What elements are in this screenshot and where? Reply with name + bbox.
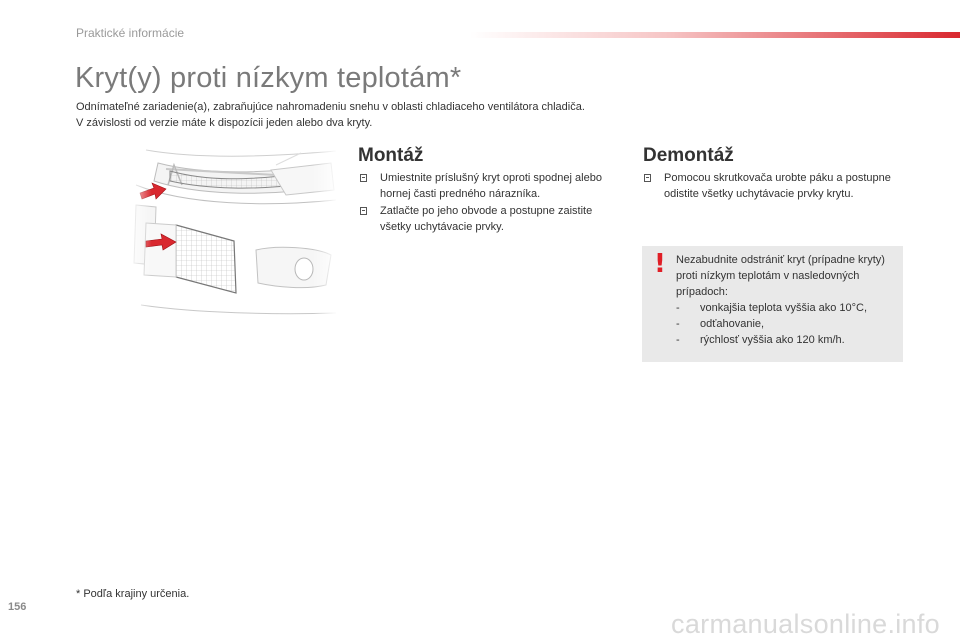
footnote: * Podľa krajiny určenia. xyxy=(76,588,190,600)
bullet-icon xyxy=(644,174,651,182)
intro-line-1: Odnímateľné zariadenie(a), zabraňujúce nahromadeniu snehu v oblasti chladiaceho ventilátora chladiča. xyxy=(76,101,585,113)
watermark: carmanualsonline.info xyxy=(671,609,940,639)
page-number: 156 xyxy=(8,601,27,613)
montaz-heading: Montáž xyxy=(358,145,424,166)
warning-box xyxy=(642,246,903,362)
header-accent-bar xyxy=(470,32,960,38)
page-title: Kryt(y) proti nízkym teplotám* xyxy=(75,62,462,94)
front-bumper-illustration xyxy=(126,145,338,322)
warning-text xyxy=(676,252,896,348)
montaz-step-2 xyxy=(360,204,605,235)
warning-item: - rýchlosť vyššia ako 120 km/h. xyxy=(676,334,845,346)
demontaz-steps xyxy=(644,171,909,204)
demontaz-step-1-text: Pomocou skrutkovača urobte páku a postupne odistite všetky uchytávacie prvky krytu. xyxy=(664,172,891,200)
warning-intro: Nezabudnite odstrániť kryt (prípadne kryty) proti nízkym teplotám v nasledovných prípadoch: xyxy=(676,254,885,298)
montaz-step-2-text: Zatlačte po jeho obvode a postupne zaistite všetky uchytávacie prvky. xyxy=(380,205,593,233)
section-label: Praktické informácie xyxy=(76,26,185,40)
warning-item: - vonkajšia teplota vyššia ako 10°C, xyxy=(676,302,868,314)
warning-list xyxy=(676,300,896,348)
montaz-steps xyxy=(360,171,605,237)
bullet-icon xyxy=(360,207,367,215)
intro-line-2: V závislosti od verzie máte k dispozícii jeden alebo dva kryty. xyxy=(76,117,373,129)
warning-item: - odťahovanie, xyxy=(676,318,765,330)
montaz-step-1 xyxy=(360,171,605,202)
montaz-step-1-text: Umiestnite príslušný kryt oproti spodnej alebo hornej časti predného nárazníka. xyxy=(380,172,602,200)
bullet-icon xyxy=(360,174,367,182)
exclamation-icon: ! xyxy=(654,249,666,279)
demontaz-heading: Demontáž xyxy=(643,145,734,166)
demontaz-step-1 xyxy=(644,171,909,202)
intro-text xyxy=(76,99,585,131)
